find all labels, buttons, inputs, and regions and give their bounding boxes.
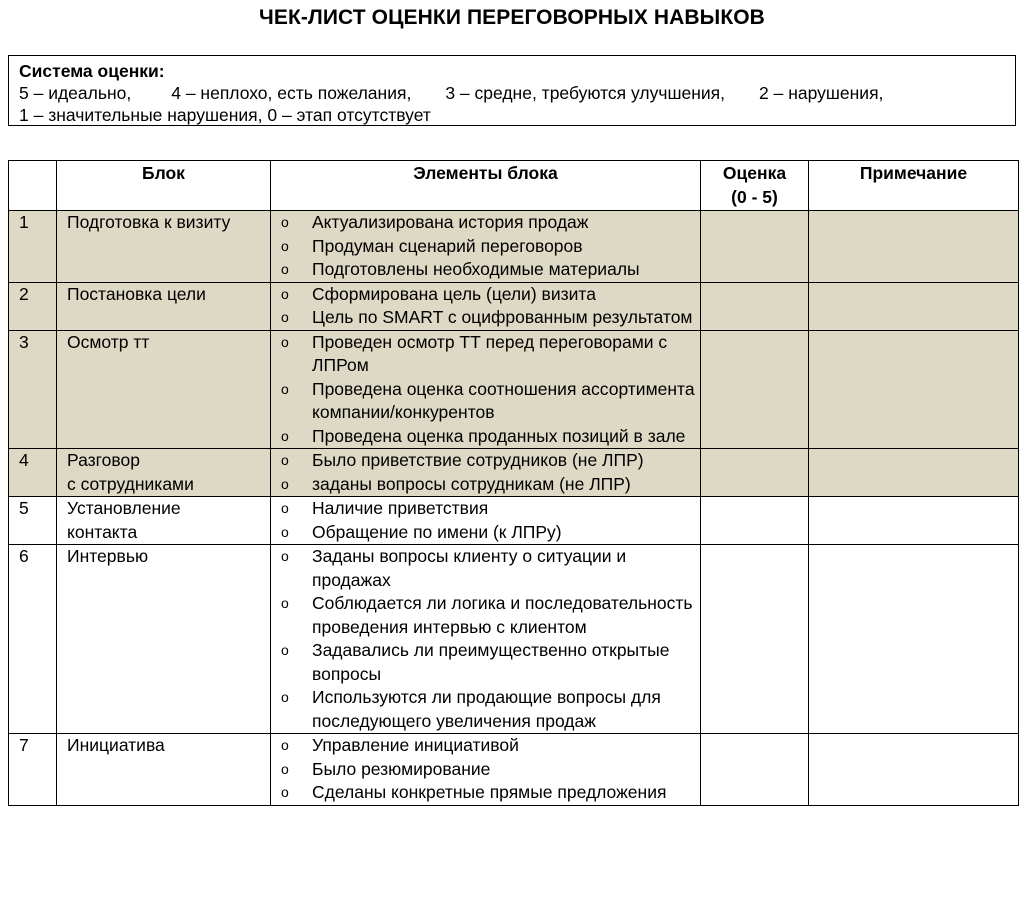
- header-block: Блок: [57, 161, 271, 211]
- note-cell[interactable]: [809, 211, 1019, 283]
- circle-bullet-icon: o: [281, 500, 289, 516]
- row-block-name: Инициатива: [67, 735, 165, 755]
- circle-bullet-icon: o: [281, 595, 289, 611]
- list-item: [271, 781, 700, 805]
- list-item: [271, 545, 700, 592]
- element-text: Было резюмирование: [312, 758, 491, 779]
- row-block-cell: [57, 282, 271, 330]
- element-text: Используются ли продающие вопросы для последующего увеличения продаж: [312, 687, 661, 731]
- list-item: [271, 425, 700, 449]
- row-block-cell: [57, 545, 271, 734]
- list-item: [271, 758, 700, 782]
- element-text: Проведена оценка проданных позиций в зале: [312, 425, 686, 446]
- circle-bullet-icon: o: [281, 285, 289, 302]
- row-block-cell: [57, 449, 271, 497]
- table-row: [9, 330, 1019, 449]
- circle-bullet-icon: o: [281, 214, 289, 230]
- score-cell[interactable]: [701, 734, 809, 806]
- element-text: Продуман сценарий переговоров: [312, 235, 583, 256]
- elements-list: [271, 734, 700, 805]
- elements-list: [271, 211, 700, 282]
- table-body: [9, 211, 1019, 806]
- header-note: Примечание: [809, 161, 1019, 211]
- element-text: Обращение по имени (к ЛПРу): [312, 521, 562, 542]
- elements-list: [271, 449, 700, 496]
- circle-bullet-icon: o: [281, 427, 289, 444]
- circle-bullet-icon: o: [281, 548, 289, 564]
- circle-bullet-icon: o: [281, 309, 289, 325]
- circle-bullet-icon: o: [281, 737, 289, 753]
- score-cell[interactable]: [701, 330, 809, 449]
- list-item: [271, 235, 700, 259]
- list-item: [271, 639, 700, 686]
- circle-bullet-icon: o: [281, 784, 289, 800]
- row-block-name: Постановка цели: [67, 283, 206, 304]
- elements-list: [271, 545, 700, 733]
- row-block-cell: [57, 330, 271, 449]
- element-text: Цель по SMART с оцифрованным результатом: [312, 307, 693, 327]
- row-elements-cell: [271, 330, 701, 449]
- circle-bullet-icon: o: [281, 237, 289, 254]
- elements-list: [271, 331, 700, 449]
- table-row: [9, 734, 1019, 806]
- element-text: Было приветствие сотрудников (не ЛПР): [312, 450, 644, 470]
- list-item: [271, 258, 700, 282]
- element-text: Задавались ли преимущественно открытые вопросы: [312, 640, 670, 684]
- list-item: [271, 686, 700, 733]
- list-item: [271, 211, 700, 235]
- row-block-name: Подготовка к визиту: [67, 212, 231, 232]
- list-item: [271, 734, 700, 758]
- score-cell[interactable]: [701, 211, 809, 283]
- row-elements-cell: [271, 497, 701, 545]
- elements-list: [271, 283, 700, 330]
- note-cell[interactable]: [809, 734, 1019, 806]
- circle-bullet-icon: o: [281, 452, 289, 468]
- score-cell[interactable]: [701, 282, 809, 330]
- circle-bullet-icon: o: [281, 261, 289, 277]
- header-elements: Элементы блока: [271, 161, 701, 211]
- row-block-cell: [57, 734, 271, 806]
- rating-item: 3 – средне, требуются улучшения,: [445, 83, 725, 103]
- elements-list: [271, 497, 700, 544]
- note-cell[interactable]: [809, 497, 1019, 545]
- table-row: [9, 449, 1019, 497]
- row-block-cell: [57, 211, 271, 283]
- page-title: ЧЕК-ЛИСТ ОЦЕНКИ ПЕРЕГОВОРНЫХ НАВЫКОВ: [259, 6, 765, 29]
- circle-bullet-icon: o: [281, 380, 289, 397]
- element-text: Актуализирована история продаж: [312, 212, 589, 232]
- element-text: Наличие приветствия: [312, 498, 489, 518]
- header-number: [9, 161, 57, 211]
- element-text: Проведен осмотр ТТ перед переговорами с ЛПРом: [312, 331, 668, 375]
- list-item: [271, 592, 700, 639]
- element-text: Заданы вопросы клиенту о ситуации и продажах: [312, 546, 627, 590]
- row-number: 3: [9, 330, 57, 449]
- list-item: [271, 497, 700, 521]
- rating-system-heading: Система оценки:: [19, 61, 165, 81]
- list-item: [271, 449, 700, 473]
- row-number: 2: [9, 282, 57, 330]
- list-item: [271, 521, 700, 545]
- element-text: Сделаны конкретные прямые предложения: [312, 782, 667, 802]
- element-text: Управление инициативой: [312, 735, 519, 755]
- row-block-cell: [57, 497, 271, 545]
- note-cell[interactable]: [809, 449, 1019, 497]
- element-text: Соблюдается ли логика и последовательность проведения интервью с клиентом: [312, 593, 693, 637]
- circle-bullet-icon: o: [281, 689, 289, 705]
- table-row: [9, 282, 1019, 330]
- element-text: Проведена оценка соотношения ассортимента компании/конкурентов: [312, 378, 695, 422]
- row-elements-cell: [271, 545, 701, 734]
- circle-bullet-icon: o: [281, 642, 289, 658]
- element-text: заданы вопросы сотрудникам (не ЛПР): [312, 473, 631, 494]
- rating-item: 4 – неплохо, есть пожелания,: [171, 83, 412, 103]
- header-score: [701, 161, 809, 211]
- rating-system-line-1: [19, 82, 1015, 104]
- note-cell[interactable]: [809, 330, 1019, 449]
- rating-item: 5 – идеально,: [19, 83, 132, 103]
- table-row: [9, 211, 1019, 283]
- note-cell[interactable]: [809, 282, 1019, 330]
- row-number: 4: [9, 449, 57, 497]
- score-cell[interactable]: [701, 545, 809, 734]
- row-elements-cell: [271, 282, 701, 330]
- list-item: [271, 306, 700, 330]
- rating-system-box: [8, 55, 1016, 126]
- element-text: Подготовлены необходимые материалы: [312, 259, 640, 279]
- rating-system-line-2: [19, 104, 1015, 126]
- row-number: 6: [9, 545, 57, 734]
- table-header-row: [9, 161, 1019, 211]
- list-item: [271, 473, 700, 497]
- row-elements-cell: [271, 449, 701, 497]
- circle-bullet-icon: o: [281, 523, 289, 540]
- circle-bullet-icon: o: [281, 333, 289, 350]
- header-score-label: Оценка (0 - 5): [722, 163, 787, 207]
- score-cell[interactable]: [701, 497, 809, 545]
- element-text: Сформирована цель (цели) визита: [312, 283, 596, 304]
- circle-bullet-icon: o: [281, 760, 289, 777]
- note-cell[interactable]: [809, 545, 1019, 734]
- checklist-table: [8, 160, 1019, 806]
- list-item: [271, 378, 700, 425]
- row-elements-cell: [271, 734, 701, 806]
- list-item: [271, 283, 700, 307]
- row-block-name: Осмотр тт: [67, 331, 150, 352]
- row-number: 5: [9, 497, 57, 545]
- row-block-name: Интервью: [67, 546, 149, 566]
- circle-bullet-icon: o: [281, 475, 289, 492]
- rating-item: 2 – нарушения,: [759, 83, 884, 103]
- row-block-name: Разговор с сотрудниками: [67, 450, 194, 494]
- row-number: 1: [9, 211, 57, 283]
- table-row: [9, 497, 1019, 545]
- row-elements-cell: [271, 211, 701, 283]
- list-item: [271, 331, 700, 378]
- rating-item: 1 – значительные нарушения, 0 – этап отсутствует: [19, 105, 431, 125]
- table-row: [9, 545, 1019, 734]
- row-block-name: Установление контакта: [67, 498, 181, 542]
- score-cell[interactable]: [701, 449, 809, 497]
- row-number: 7: [9, 734, 57, 806]
